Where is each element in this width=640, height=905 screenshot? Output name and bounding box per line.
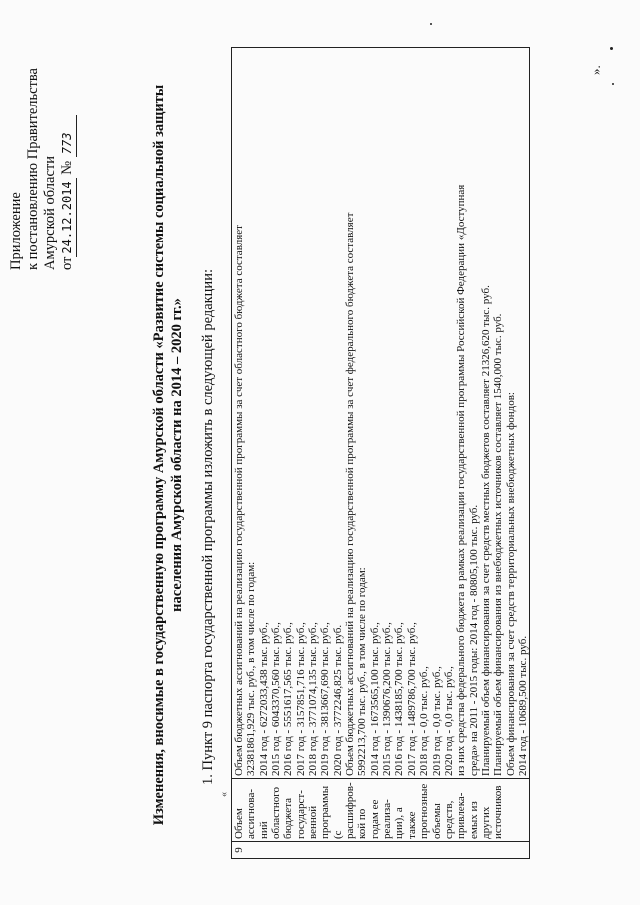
row-label — [232, 779, 530, 842]
label-line: программы — [319, 785, 332, 839]
label-line: объемы — [430, 803, 443, 839]
approval-date: 24.12.2014 — [59, 178, 77, 256]
row-content — [232, 48, 530, 779]
section-heading: 1. Пункт 9 паспорта государственной программы изложить в следующей редакции: — [200, 269, 216, 785]
approval-line-1: Приложение — [8, 192, 24, 270]
content-line: 2018 год - 0,0 тыс. руб., — [418, 666, 431, 776]
label-line: государст- — [294, 790, 307, 839]
content-line: среда» на 2011 - 2015 годы: 2014 год - 80805,100 тыс. руб. — [467, 504, 480, 776]
content-line: 2015 год - 1390676,200 тыс. руб., — [381, 622, 394, 776]
content-line: 2016 год - 5551617,565 тыс. руб., — [282, 622, 295, 776]
label-line: кой по — [356, 808, 369, 839]
approval-line-2: к постановлению Правительства — [25, 68, 41, 270]
label-line: венной — [307, 805, 320, 839]
label-line: прогнозные — [418, 783, 431, 839]
content-line: 2014 год - 1673565,100 тыс. руб., — [368, 622, 381, 776]
content-line: Объем бюджетных ассигнований на реализацию государственной программы за счет областного бюджета составляет — [233, 225, 245, 776]
content-line: 2016 год - 1438185,700 тыс. руб., — [393, 622, 406, 776]
label-line: средств, — [442, 800, 455, 839]
content-line: из них средства федерального бюджета в рамках реализации государственной программы Российской Федерации «Доступная — [455, 184, 468, 776]
approval-line-3: Амурской области — [42, 156, 58, 270]
row-number: 9 — [232, 842, 530, 859]
label-line: Объем — [233, 808, 245, 839]
content-line: 2019 год - 3813667,690 тыс. руб., — [319, 622, 332, 776]
label-line: также — [405, 811, 418, 839]
content-line: 5992213,700 тыс. руб., в том числе по годам: — [356, 567, 369, 776]
approval-number: 773 — [59, 115, 77, 157]
closing-quote: ». — [588, 65, 603, 75]
label-line: емых из — [467, 801, 480, 839]
content-line: 2014 год - 10689,500 тыс. руб. — [516, 635, 529, 776]
content-line: 2015 год - 6043370,560 тыс. руб., — [270, 622, 283, 776]
content-line: 2018 год - 3771074,135 тыс. руб., — [307, 622, 320, 776]
opening-quote: « — [219, 792, 230, 797]
content-line: 2020 год - 0,0 тыс. руб., — [442, 666, 455, 776]
title-line-2: населения Амурской области на 2014 – 2020 гг.» — [169, 298, 185, 612]
label-line: бюджета — [282, 797, 295, 839]
content-line: 2017 год - 3157851,716 тыс. руб., — [294, 622, 307, 776]
content-line: Планируемый объем финансирования из внебюджетных источников составляет 1540,000 тыс. руб. — [492, 313, 505, 776]
label-line: других — [479, 806, 492, 839]
scan-speck — [430, 23, 432, 25]
label-line: годам ее — [368, 799, 381, 839]
approval-date-line — [59, 10, 77, 270]
approval-block — [8, 10, 77, 270]
content-line: 2019 год - 0,0 тыс. руб., — [430, 666, 443, 776]
label-line: реализа- — [381, 799, 394, 839]
approval-from-prefix: от — [59, 256, 75, 270]
label-line: (с — [331, 830, 344, 839]
approval-number-sign: № — [59, 160, 75, 175]
content-line: Объем финансирования за счет средств территориальных внебюджетных фондов: — [504, 392, 517, 776]
content-line: 2017 год - 1489786,700 тыс. руб., — [405, 622, 418, 776]
scan-speck — [610, 47, 613, 50]
content-line: 32381861,929 тыс. руб., в том числе по годам: — [245, 561, 258, 776]
table-row — [232, 48, 530, 859]
content-line: 2020 год - 3772246,825 тыс. руб. — [331, 624, 344, 776]
passport-table — [231, 47, 530, 859]
label-line: ассигнова- — [245, 788, 258, 839]
content-line: Планируемый объем финансирования за счет средств местных бюджетов составляет 21326,620 тыс. руб. — [479, 285, 492, 776]
label-line: ции), а — [393, 807, 406, 839]
content-line: Объем бюджетных ассигнований на реализацию государственной программы за счет федерального бюджета составляет — [344, 212, 357, 776]
label-line: привлека- — [455, 792, 468, 839]
title-line-1: Изменения, вносимые в государственную программу Амурской области «Развитие системы социальной защиты — [151, 84, 167, 826]
label-line: ний — [257, 821, 270, 839]
scan-speck — [612, 83, 614, 85]
label-line: областного — [270, 786, 283, 839]
content-line: 2014 год - 6272033,438 тыс. руб., — [257, 622, 270, 776]
label-line: расшифров- — [344, 782, 357, 839]
document-title — [150, 80, 186, 830]
label-line: источников — [492, 785, 505, 839]
